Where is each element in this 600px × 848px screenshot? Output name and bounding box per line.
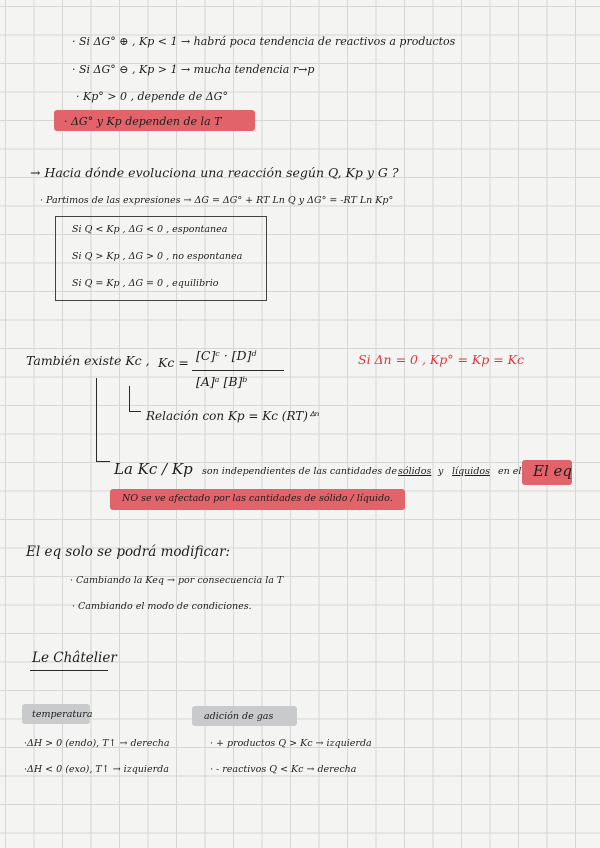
kc-denominator: [A]ᵃ [B]ᵇ: [196, 374, 248, 389]
le-chatelier-underline: [30, 670, 108, 671]
in-the-word: en el: [498, 466, 522, 477]
bracket-vertical-long: [96, 378, 97, 462]
kc-fraction-bar: [192, 370, 284, 371]
expressions-line: · Partimos de las expresiones → ΔG = ΔG° + RT Ln Q y ΔG° = -RT Ln Kp°: [40, 195, 394, 206]
temperature-label: temperatura: [32, 709, 93, 720]
gas-addition-label: adición de gas: [204, 711, 274, 722]
el-eq-word: El eq: [533, 462, 572, 480]
kc-kp-label: La Kc / Kp: [114, 460, 193, 478]
condition-non-spontaneous: Si Q > Kp , ΔG > 0 , no espontanea: [72, 251, 243, 262]
note-line-dg-negative: · Si ΔG° ⊖ , Kp > 1 → mucha tendencia r→p: [72, 63, 315, 76]
delta-n-zero-note: Si Δn = 0 , Kp° = Kp = Kc: [358, 352, 525, 367]
gas-products-rule: · + productos Q > Kc → izquierda: [210, 738, 372, 749]
temp-endo-rule: ·ΔH > 0 (endo), T↑ → derecha: [24, 738, 170, 749]
note-line-kp-depends: · Kp° > 0 , depende de ΔG°: [76, 90, 228, 103]
temp-exo-rule: ·ΔH < 0 (exo), T↑ → izquierda: [24, 764, 169, 775]
liquids-word: líquidos: [452, 466, 490, 477]
question-heading: → Hacia dónde evoluciona una reacción según Q, Kp y G ?: [30, 165, 399, 180]
condition-spontaneous: Si Q < Kp , ΔG < 0 , espontanea: [72, 224, 228, 235]
modify-bullet-keq: · Cambiando la Keq → por consecuencia la T: [70, 575, 284, 586]
eq-modify-heading: El eq solo se podrá modificar:: [26, 544, 231, 560]
kc-equals: Kc =: [158, 355, 189, 370]
not-affected-note: NO se ve afectado por las cantidades de sólido / líquido.: [122, 493, 393, 504]
kc-numerator: [C]ᶜ · [D]ᵈ: [196, 348, 257, 363]
independence-text: son independientes de las cantidades de: [202, 466, 397, 477]
kp-kc-relation: Relación con Kp = Kc (RT)ᐞⁿ: [146, 409, 320, 423]
bracket-horizontal-bottom: [96, 461, 110, 462]
bracket-horizontal-short: [129, 411, 141, 412]
note-line-dg-positive: · Si ΔG° ⊕ , Kp < 1 → habrá poca tendencia de reactivos a productos: [72, 35, 456, 48]
note-line-dg-kp-temperature: · ΔG° y Kp dependen de la T: [64, 115, 222, 128]
gas-reactants-rule: · - reactivos Q < Kc → derecha: [210, 764, 357, 775]
bracket-vertical-short: [129, 386, 130, 412]
and-word: y: [438, 466, 444, 477]
condition-equilibrium: Si Q = Kp , ΔG = 0 , equilibrio: [72, 278, 219, 289]
solids-word: sólidos: [398, 466, 432, 477]
le-chatelier-title: Le Châtelier: [32, 650, 117, 666]
kc-intro: También existe Kc ,: [26, 353, 150, 368]
modify-bullet-conditions: · Cambiando el modo de condiciones.: [72, 601, 252, 612]
